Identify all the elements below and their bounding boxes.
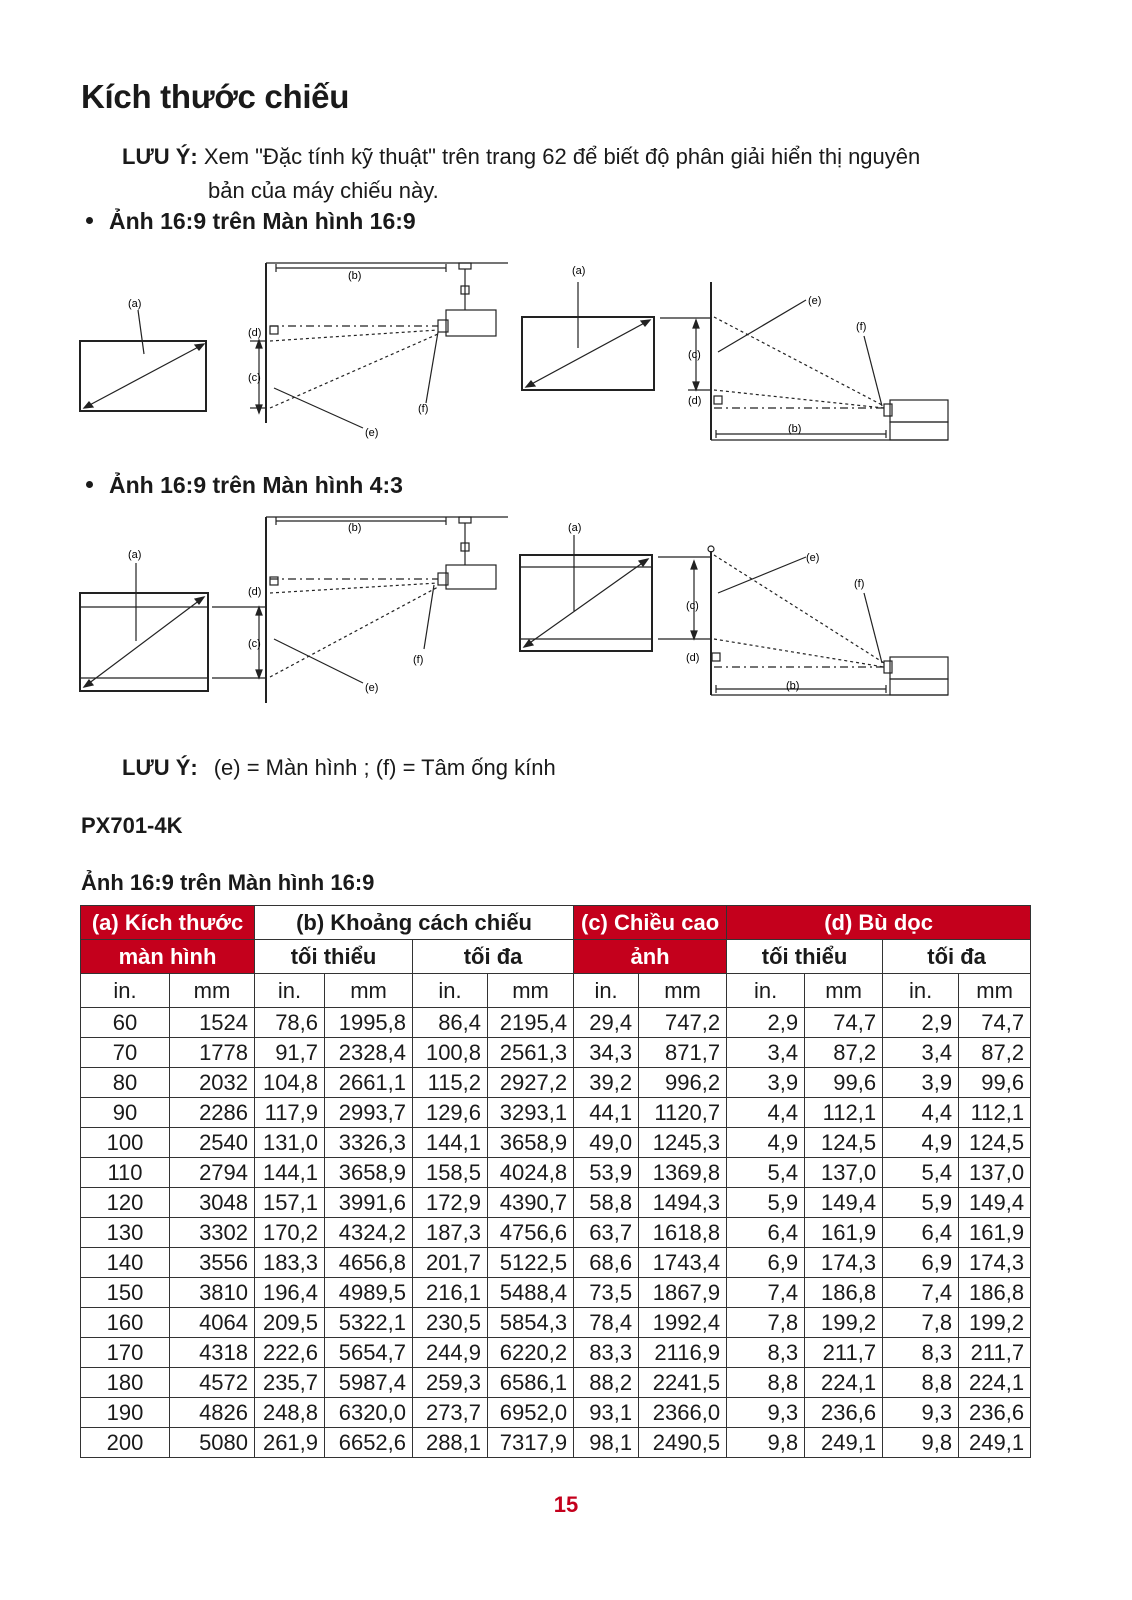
table-cell: 4,9 <box>727 1128 805 1158</box>
table-cell: 3,4 <box>883 1038 959 1068</box>
table-cell: 4989,5 <box>325 1278 413 1308</box>
table-cell: 5080 <box>170 1428 255 1458</box>
table-cell: 7,8 <box>883 1308 959 1338</box>
table-cell: 144,1 <box>255 1158 325 1188</box>
label-d: (d) <box>248 586 262 598</box>
table-cell: 4656,8 <box>325 1248 413 1278</box>
table-cell: 224,1 <box>805 1368 883 1398</box>
header-image-height: (c) Chiều cao <box>574 906 727 940</box>
table-cell: 80 <box>81 1068 170 1098</box>
label-b: (b) <box>786 680 800 692</box>
table-row <box>81 1218 1031 1248</box>
label-b: (b) <box>788 423 802 435</box>
label-f: (f) <box>413 654 424 666</box>
table-cell: 186,8 <box>805 1278 883 1308</box>
table-cell: 2661,1 <box>325 1068 413 1098</box>
bullet-icon <box>86 481 93 488</box>
table-cell: 88,2 <box>574 1368 639 1398</box>
table-cell: 4064 <box>170 1308 255 1338</box>
table-cell: 34,3 <box>574 1038 639 1068</box>
label-d: (d) <box>248 327 262 339</box>
table-cell: 8,8 <box>727 1368 805 1398</box>
table-cell: 5987,4 <box>325 1368 413 1398</box>
note-label: LƯU Ý: <box>122 755 198 780</box>
table-cell: 6,9 <box>727 1248 805 1278</box>
table-cell: 78,6 <box>255 1008 325 1038</box>
table-cell: 110 <box>81 1158 170 1188</box>
table-cell: 174,3 <box>805 1248 883 1278</box>
label-a: (a) <box>128 298 142 310</box>
table-cell: 288,1 <box>413 1428 488 1458</box>
section-heading-4-3 <box>86 472 403 499</box>
page-title: Kích thước chiếu <box>81 78 350 115</box>
table-cell: 70 <box>81 1038 170 1068</box>
table-cell: 124,5 <box>805 1128 883 1158</box>
header-b-min: tối thiểu <box>255 940 413 974</box>
table-cell: 5322,1 <box>325 1308 413 1338</box>
table-cell: 199,2 <box>959 1308 1031 1338</box>
table-cell: 5,9 <box>883 1188 959 1218</box>
label-d: (d) <box>686 652 700 664</box>
table-cell: 5,9 <box>727 1188 805 1218</box>
unit-cell: in. <box>883 974 959 1008</box>
table-cell: 1743,4 <box>639 1248 727 1278</box>
table-cell: 9,3 <box>883 1398 959 1428</box>
table-cell: 216,1 <box>413 1278 488 1308</box>
table-cell: 1245,3 <box>639 1128 727 1158</box>
label-c: (c) <box>688 349 701 361</box>
table-cell: 124,5 <box>959 1128 1031 1158</box>
table-cell: 4756,6 <box>488 1218 574 1248</box>
table-cell: 3991,6 <box>325 1188 413 1218</box>
table-cell: 49,0 <box>574 1128 639 1158</box>
table-cell: 2032 <box>170 1068 255 1098</box>
unit-cell: mm <box>959 974 1031 1008</box>
table-cell: 86,4 <box>413 1008 488 1038</box>
table-cell: 4390,7 <box>488 1188 574 1218</box>
header-screen-size: (a) Kích thước <box>81 906 255 940</box>
table-cell: 73,5 <box>574 1278 639 1308</box>
table-cell: 150 <box>81 1278 170 1308</box>
table-cell: 871,7 <box>639 1038 727 1068</box>
table-cell: 1867,9 <box>639 1278 727 1308</box>
diagram-ceiling-4-3 <box>78 515 510 705</box>
table-cell: 201,7 <box>413 1248 488 1278</box>
table-cell: 174,3 <box>959 1248 1031 1278</box>
header-b-max: tối đa <box>413 940 574 974</box>
table-cell: 199,2 <box>805 1308 883 1338</box>
unit-cell: mm <box>805 974 883 1008</box>
note-text-line2: bản của máy chiếu này. <box>208 178 439 203</box>
table-cell: 7,4 <box>727 1278 805 1308</box>
table-cell: 190 <box>81 1398 170 1428</box>
table-cell: 170,2 <box>255 1218 325 1248</box>
table-cell: 187,3 <box>413 1218 488 1248</box>
bullet-icon <box>86 217 93 224</box>
section-heading-16-9 <box>86 208 416 235</box>
table-cell: 1992,4 <box>639 1308 727 1338</box>
table-cell: 6652,6 <box>325 1428 413 1458</box>
projection-size-table <box>80 905 1031 1458</box>
table-cell: 2,9 <box>883 1008 959 1038</box>
label-f: (f) <box>854 578 865 590</box>
table-cell: 144,1 <box>413 1128 488 1158</box>
table-cell: 4024,8 <box>488 1158 574 1188</box>
table-row <box>81 1428 1031 1458</box>
label-a: (a) <box>568 522 582 534</box>
table-cell: 1995,8 <box>325 1008 413 1038</box>
unit-cell: in. <box>413 974 488 1008</box>
page-number: 15 <box>553 1492 579 1517</box>
unit-cell: in. <box>727 974 805 1008</box>
table-cell: 170 <box>81 1338 170 1368</box>
header-d-min: tối thiểu <box>727 940 883 974</box>
table-cell: 100,8 <box>413 1038 488 1068</box>
unit-cell: mm <box>639 974 727 1008</box>
table-cell: 236,6 <box>959 1398 1031 1428</box>
label-c: (c) <box>686 600 699 612</box>
table-cell: 158,5 <box>413 1158 488 1188</box>
table-cell: 3658,9 <box>488 1128 574 1158</box>
table-cell: 74,7 <box>805 1008 883 1038</box>
table-cell: 9,8 <box>883 1428 959 1458</box>
table-row <box>81 1158 1031 1188</box>
table-cell: 211,7 <box>959 1338 1031 1368</box>
table-cell: 1494,3 <box>639 1188 727 1218</box>
table-cell: 2241,5 <box>639 1368 727 1398</box>
table-cell: 93,1 <box>574 1398 639 1428</box>
table-cell: 7,4 <box>883 1278 959 1308</box>
unit-cell: in. <box>255 974 325 1008</box>
table-cell: 6320,0 <box>325 1398 413 1428</box>
table-cell: 112,1 <box>959 1098 1031 1128</box>
table-cell: 3,9 <box>727 1068 805 1098</box>
header-vertical-offset: (d) Bù dọc <box>727 906 1031 940</box>
table-cell: 104,8 <box>255 1068 325 1098</box>
unit-cell: in. <box>81 974 170 1008</box>
table-row <box>81 1098 1031 1128</box>
table-cell: 1369,8 <box>639 1158 727 1188</box>
table-cell: 1778 <box>170 1038 255 1068</box>
table-cell: 9,3 <box>727 1398 805 1428</box>
unit-cell: mm <box>488 974 574 1008</box>
table-cell: 3,4 <box>727 1038 805 1068</box>
table-cell: 6220,2 <box>488 1338 574 1368</box>
table-cell: 137,0 <box>805 1158 883 1188</box>
table-cell: 117,9 <box>255 1098 325 1128</box>
table-cell: 1120,7 <box>639 1098 727 1128</box>
table-cell: 1618,8 <box>639 1218 727 1248</box>
table-cell: 63,7 <box>574 1218 639 1248</box>
table-title: Ảnh 16:9 trên Màn hình 16:9 <box>81 870 375 895</box>
table-cell: 3048 <box>170 1188 255 1218</box>
table-cell: 230,5 <box>413 1308 488 1338</box>
header-screen-size-2: màn hình <box>81 940 255 974</box>
table-cell: 157,1 <box>255 1188 325 1218</box>
table-cell: 74,7 <box>959 1008 1031 1038</box>
note-text-line1: Xem "Đặc tính kỹ thuật" trên trang 62 để biết độ phân giải hiển thị nguyên <box>203 144 921 169</box>
table-row <box>81 1398 1031 1428</box>
table-cell: 2195,4 <box>488 1008 574 1038</box>
table-cell: 91,7 <box>255 1038 325 1068</box>
table-cell: 3293,1 <box>488 1098 574 1128</box>
table-cell: 200 <box>81 1428 170 1458</box>
table-cell: 161,9 <box>959 1218 1031 1248</box>
table-cell: 4318 <box>170 1338 255 1368</box>
table-cell: 5,4 <box>883 1158 959 1188</box>
table-cell: 235,7 <box>255 1368 325 1398</box>
table-cell: 3658,9 <box>325 1158 413 1188</box>
table-cell: 2116,9 <box>639 1338 727 1368</box>
label-f: (f) <box>418 403 429 415</box>
table-cell: 5854,3 <box>488 1308 574 1338</box>
table-cell: 2328,4 <box>325 1038 413 1068</box>
unit-cell: mm <box>325 974 413 1008</box>
table-cell: 87,2 <box>959 1038 1031 1068</box>
unit-cell: in. <box>574 974 639 1008</box>
table-cell: 161,9 <box>805 1218 883 1248</box>
table-cell: 112,1 <box>805 1098 883 1128</box>
table-cell: 180 <box>81 1368 170 1398</box>
table-cell: 6586,1 <box>488 1368 574 1398</box>
table-row <box>81 1368 1031 1398</box>
table-cell: 44,1 <box>574 1098 639 1128</box>
table-cell: 2794 <box>170 1158 255 1188</box>
table-cell: 4,9 <box>883 1128 959 1158</box>
table-cell: 98,1 <box>574 1428 639 1458</box>
table-cell: 149,4 <box>805 1188 883 1218</box>
section-heading-text: Ảnh 16:9 trên Màn hình 4:3 <box>109 472 403 498</box>
table-cell: 39,2 <box>574 1068 639 1098</box>
table-row <box>81 1008 1031 1038</box>
label-b: (b) <box>348 270 362 282</box>
label-a: (a) <box>128 549 142 561</box>
table-cell: 100 <box>81 1128 170 1158</box>
table-cell: 3810 <box>170 1278 255 1308</box>
section-heading-text: Ảnh 16:9 trên Màn hình 16:9 <box>109 208 416 234</box>
table-row <box>81 1068 1031 1098</box>
header-image-height-2: ảnh <box>574 940 727 974</box>
table-cell: 5122,5 <box>488 1248 574 1278</box>
table-cell: 6,9 <box>883 1248 959 1278</box>
table-cell: 115,2 <box>413 1068 488 1098</box>
table-cell: 1524 <box>170 1008 255 1038</box>
label-e: (e) <box>806 552 820 564</box>
table-cell: 7,8 <box>727 1308 805 1338</box>
table-cell: 2490,5 <box>639 1428 727 1458</box>
table-row <box>81 1308 1031 1338</box>
table-cell: 211,7 <box>805 1338 883 1368</box>
table-row <box>81 1128 1031 1158</box>
table-cell: 4572 <box>170 1368 255 1398</box>
table-cell: 137,0 <box>959 1158 1031 1188</box>
table-cell: 2366,0 <box>639 1398 727 1428</box>
header-projection-distance: (b) Khoảng cách chiếu <box>255 906 574 940</box>
table-cell: 3326,3 <box>325 1128 413 1158</box>
table-cell: 5654,7 <box>325 1338 413 1368</box>
table-body <box>81 1008 1031 1458</box>
table-cell: 68,6 <box>574 1248 639 1278</box>
table-cell: 87,2 <box>805 1038 883 1068</box>
table-cell: 160 <box>81 1308 170 1338</box>
note-bottom <box>122 755 556 781</box>
note-label: LƯU Ý: <box>122 144 198 169</box>
table-row <box>81 1338 1031 1368</box>
table-cell: 2927,2 <box>488 1068 574 1098</box>
diagram-ceiling-16-9 <box>78 258 510 443</box>
label-d: (d) <box>688 395 702 407</box>
table-row <box>81 1188 1031 1218</box>
table-cell: 5488,4 <box>488 1278 574 1308</box>
label-f: (f) <box>856 321 867 333</box>
table-cell: 53,9 <box>574 1158 639 1188</box>
table-cell: 8,8 <box>883 1368 959 1398</box>
label-b: (b) <box>348 522 362 534</box>
label-c: (c) <box>248 638 261 650</box>
label-a: (a) <box>572 265 586 277</box>
note-text: (e) = Màn hình ; (f) = Tâm ống kính <box>213 755 556 780</box>
table-cell: 3302 <box>170 1218 255 1248</box>
table-cell: 4,4 <box>727 1098 805 1128</box>
table-cell: 129,6 <box>413 1098 488 1128</box>
table-cell: 6952,0 <box>488 1398 574 1428</box>
table-cell: 4,4 <box>883 1098 959 1128</box>
label-e: (e) <box>365 427 379 439</box>
label-c: (c) <box>248 372 261 384</box>
table-cell: 5,4 <box>727 1158 805 1188</box>
table-cell: 29,4 <box>574 1008 639 1038</box>
table-cell: 249,1 <box>805 1428 883 1458</box>
table-cell: 244,9 <box>413 1338 488 1368</box>
table-cell: 2561,3 <box>488 1038 574 1068</box>
table-cell: 4826 <box>170 1398 255 1428</box>
label-e: (e) <box>808 295 822 307</box>
table-cell: 90 <box>81 1098 170 1128</box>
table-cell: 78,4 <box>574 1308 639 1338</box>
diagram-floor-16-9 <box>520 262 952 447</box>
table-cell: 60 <box>81 1008 170 1038</box>
table-cell: 186,8 <box>959 1278 1031 1308</box>
table-cell: 183,3 <box>255 1248 325 1278</box>
table-cell: 149,4 <box>959 1188 1031 1218</box>
diagram-floor-4-3 <box>518 515 952 705</box>
table-cell: 9,8 <box>727 1428 805 1458</box>
table-cell: 7317,9 <box>488 1428 574 1458</box>
table-cell: 222,6 <box>255 1338 325 1368</box>
table-row <box>81 1248 1031 1278</box>
table-cell: 996,2 <box>639 1068 727 1098</box>
table-cell: 130 <box>81 1218 170 1248</box>
table-row <box>81 1038 1031 1068</box>
table-cell: 2540 <box>170 1128 255 1158</box>
unit-row <box>81 974 1031 1008</box>
table-cell: 120 <box>81 1188 170 1218</box>
label-e: (e) <box>365 682 379 694</box>
table-cell: 3,9 <box>883 1068 959 1098</box>
table-cell: 261,9 <box>255 1428 325 1458</box>
table-cell: 248,8 <box>255 1398 325 1428</box>
table-cell: 8,3 <box>727 1338 805 1368</box>
table-cell: 224,1 <box>959 1368 1031 1398</box>
table-cell: 259,3 <box>413 1368 488 1398</box>
table-cell: 209,5 <box>255 1308 325 1338</box>
table-row <box>81 1278 1031 1308</box>
table-cell: 140 <box>81 1248 170 1278</box>
table-cell: 8,3 <box>883 1338 959 1368</box>
table-cell: 273,7 <box>413 1398 488 1428</box>
table-cell: 249,1 <box>959 1428 1031 1458</box>
table-cell: 6,4 <box>727 1218 805 1248</box>
table-cell: 3556 <box>170 1248 255 1278</box>
table-cell: 196,4 <box>255 1278 325 1308</box>
table-cell: 2993,7 <box>325 1098 413 1128</box>
unit-cell: mm <box>170 974 255 1008</box>
table-cell: 58,8 <box>574 1188 639 1218</box>
table-cell: 747,2 <box>639 1008 727 1038</box>
table-cell: 6,4 <box>883 1218 959 1248</box>
table-cell: 99,6 <box>805 1068 883 1098</box>
table-cell: 2286 <box>170 1098 255 1128</box>
header-d-max: tối đa <box>883 940 1031 974</box>
table-cell: 2,9 <box>727 1008 805 1038</box>
table-cell: 83,3 <box>574 1338 639 1368</box>
table-cell: 236,6 <box>805 1398 883 1428</box>
note-top <box>122 140 1042 208</box>
table-cell: 172,9 <box>413 1188 488 1218</box>
table-cell: 131,0 <box>255 1128 325 1158</box>
table-cell: 99,6 <box>959 1068 1031 1098</box>
model-name: PX701-4K <box>81 813 183 838</box>
table-cell: 4324,2 <box>325 1218 413 1248</box>
